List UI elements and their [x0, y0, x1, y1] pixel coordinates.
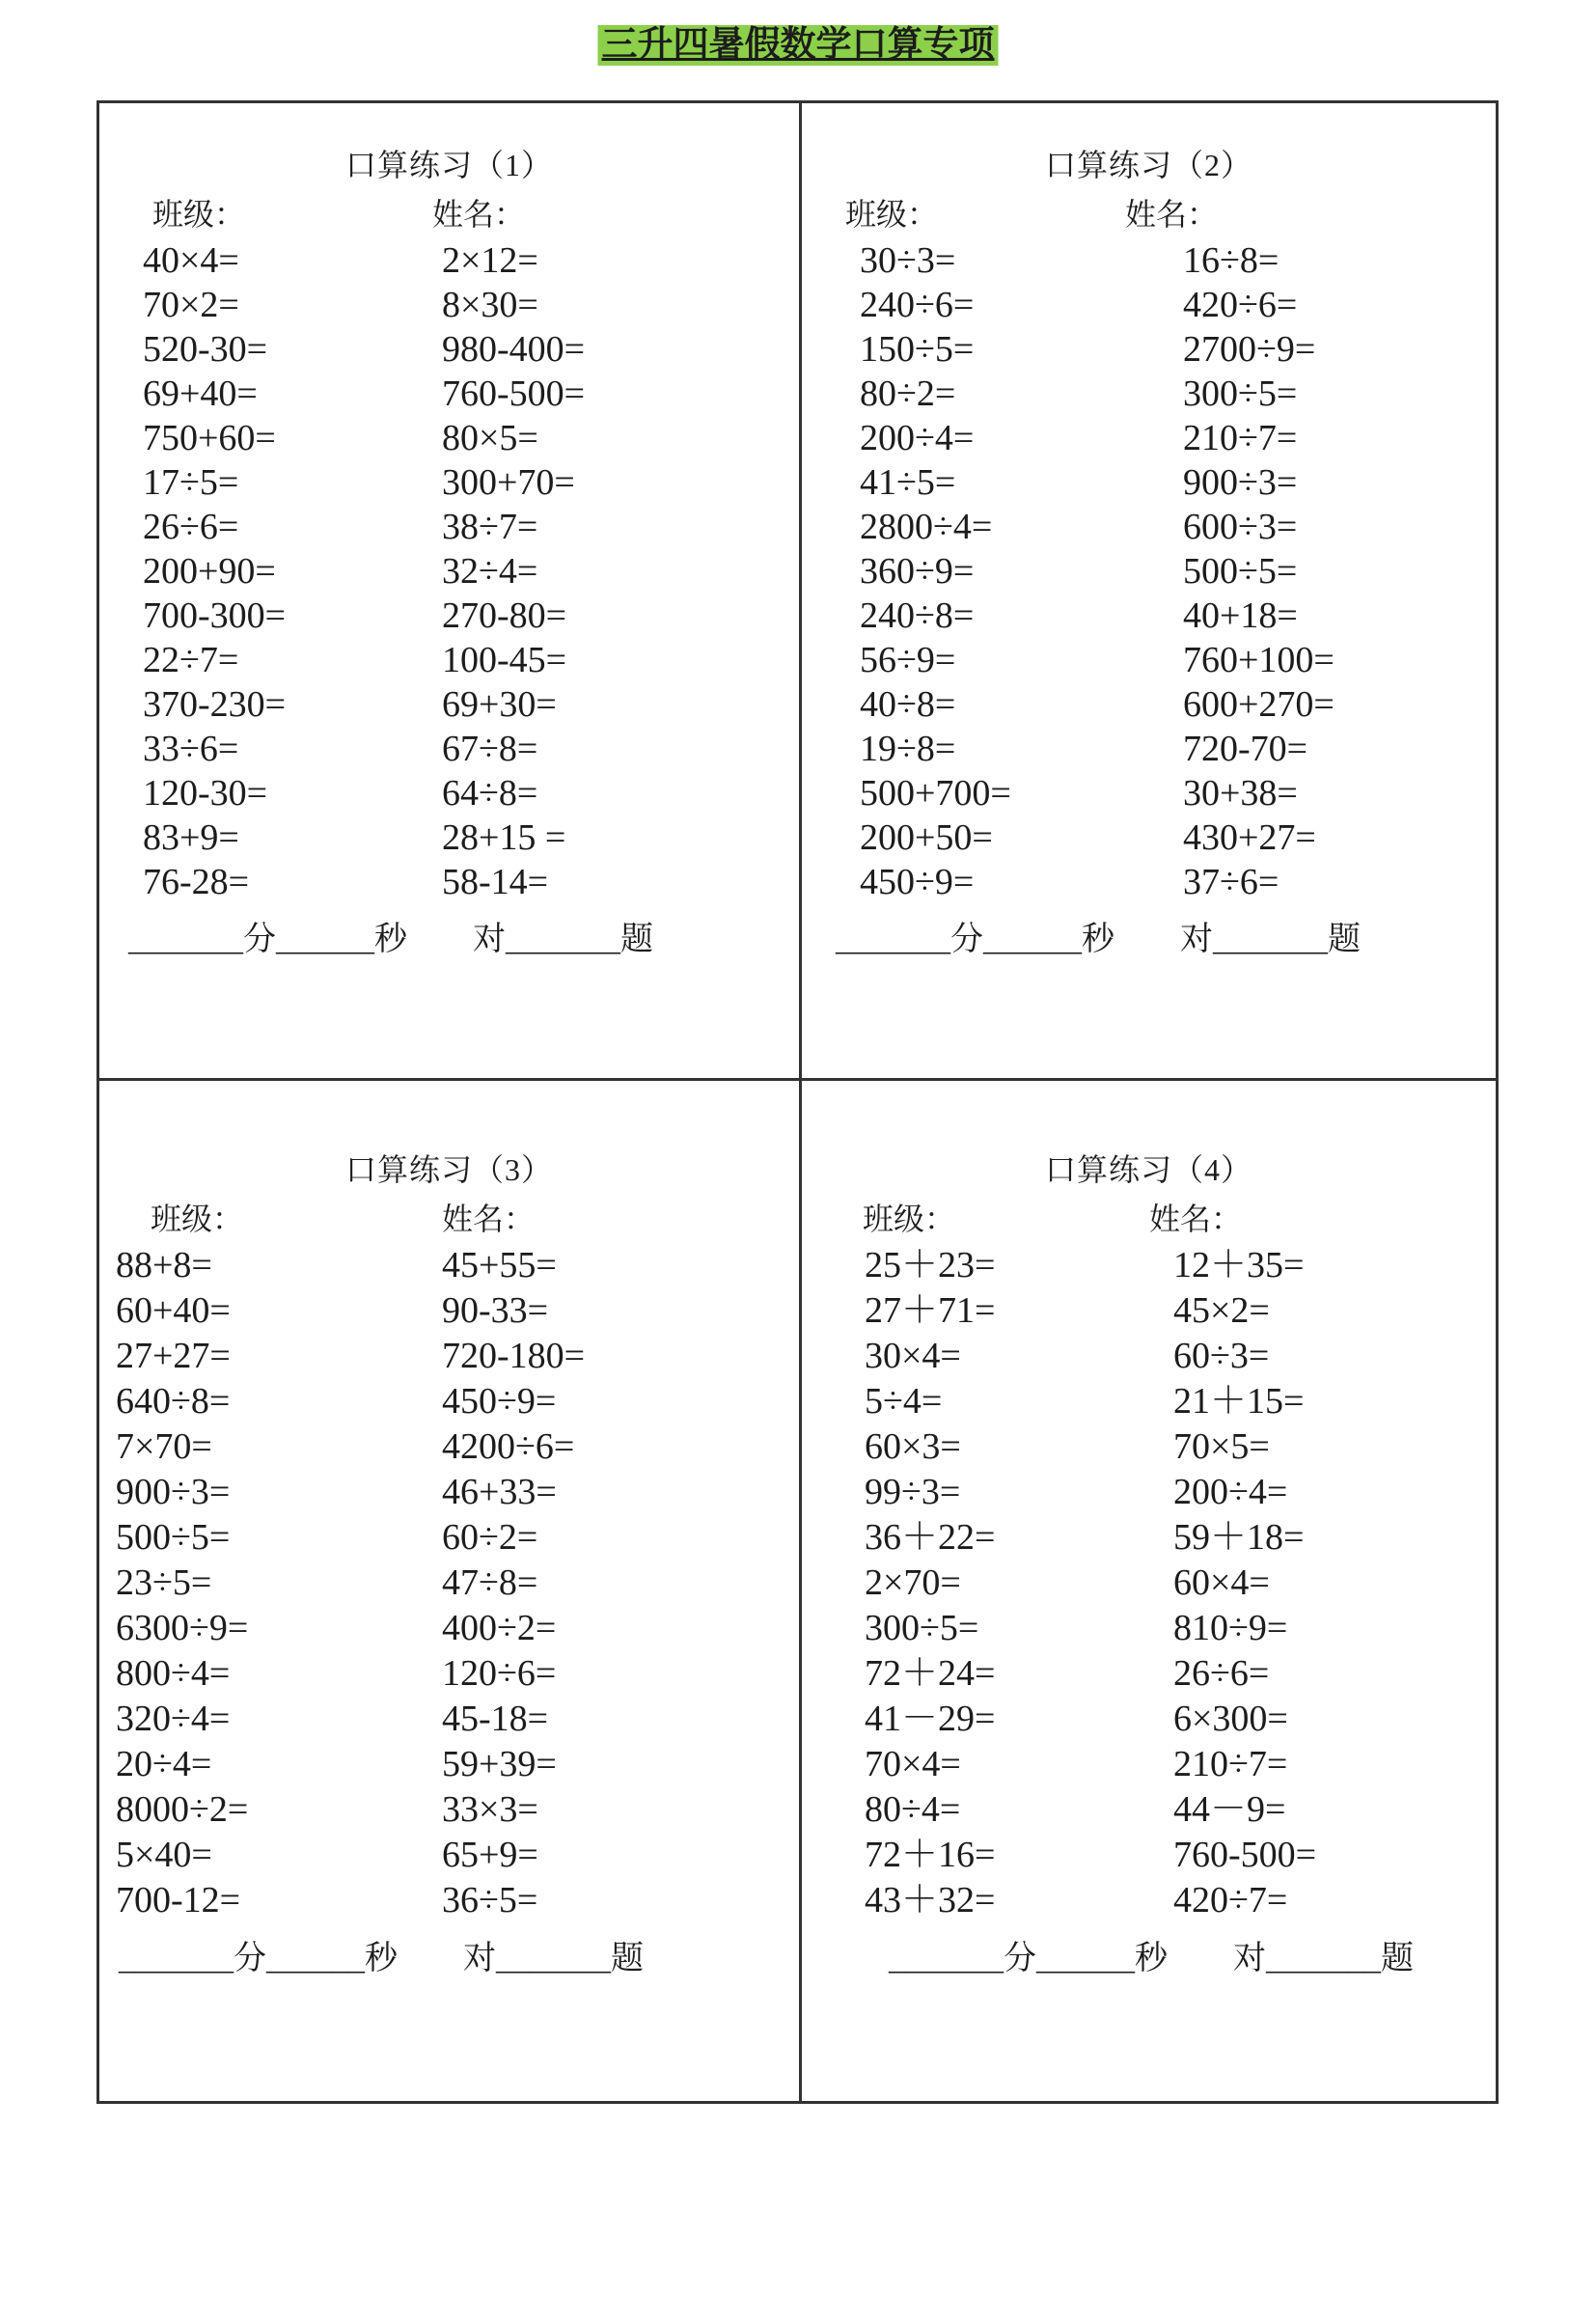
problem-row [802, 638, 1496, 682]
problem: 2800÷4= [860, 507, 993, 547]
name-label: 姓名： [442, 1202, 536, 1236]
problem-row [802, 1243, 1496, 1288]
problem: 500÷5= [1183, 551, 1298, 592]
problem-row [802, 1424, 1496, 1470]
sheet-title: 口算练习（3） [344, 1152, 553, 1187]
problem: 300÷5= [1183, 373, 1298, 414]
problem: 20÷4= [116, 1744, 212, 1784]
problem: 17÷5= [143, 462, 239, 503]
problem: 150÷5= [860, 329, 975, 370]
problem-row [802, 682, 1496, 727]
problem: 64÷8= [442, 773, 538, 814]
problem-row [802, 771, 1496, 815]
problem-row [99, 1515, 799, 1561]
problem: 30+38= [1183, 773, 1298, 814]
sheet-2 [802, 103, 1496, 1081]
problem: 47÷8= [442, 1562, 538, 1603]
problem: 25＋23= [865, 1245, 996, 1285]
problem-row [99, 1787, 799, 1833]
class-label: 班级： [152, 197, 246, 232]
problem: 45×2= [1173, 1290, 1270, 1331]
problem: 210÷7= [1183, 418, 1298, 458]
problem: 600÷3= [1183, 507, 1298, 547]
sheet-meta [802, 1197, 1496, 1241]
problem: 810÷9= [1173, 1608, 1288, 1648]
problem: 120÷6= [442, 1653, 557, 1694]
problem-rows [99, 1243, 799, 1923]
sheet-4 [802, 1081, 1496, 2101]
sheet-meta [99, 192, 799, 236]
class-label: 班级： [845, 197, 939, 232]
problem: 99÷3= [865, 1472, 961, 1512]
problem: 420÷6= [1183, 285, 1298, 325]
problem: 2×70= [865, 1562, 961, 1603]
problem-row [99, 771, 799, 815]
problem: 60×4= [1173, 1562, 1270, 1603]
problem-row [99, 1561, 799, 1606]
problem: 210÷7= [1173, 1744, 1288, 1784]
problem: 59＋18= [1173, 1517, 1305, 1558]
problem: 100-45= [442, 640, 567, 680]
problem-row [99, 460, 799, 505]
problem-row [802, 1697, 1496, 1742]
problem-row [99, 1606, 799, 1651]
problem-rows [802, 1243, 1496, 1923]
problem-row [99, 549, 799, 594]
problem: 5×40= [116, 1835, 212, 1875]
problem-row [99, 238, 799, 283]
name-label: 姓名： [1149, 1202, 1243, 1236]
problem-row [802, 1651, 1496, 1697]
problem-row [802, 549, 1496, 594]
problem-rows [802, 238, 1496, 904]
problem-row [802, 283, 1496, 327]
problem: 520-30= [143, 329, 268, 370]
problem: 70×4= [865, 1744, 961, 1784]
problem: 67÷8= [442, 729, 538, 769]
problem: 200÷4= [860, 418, 975, 458]
problem: 60+40= [116, 1290, 231, 1331]
problem: 200+90= [143, 551, 276, 592]
sheet-1 [99, 103, 802, 1081]
problem-row [99, 1833, 799, 1878]
problem-row [802, 727, 1496, 771]
problem: 2×12= [442, 240, 538, 281]
sheet-footer: _______分______秒 对_______题 [128, 922, 653, 957]
problem-row [802, 1379, 1496, 1424]
problem-row [802, 1334, 1496, 1379]
problem: 23÷5= [116, 1562, 212, 1603]
problem-row [99, 594, 799, 638]
problem-row [99, 1697, 799, 1742]
problem: 8000÷2= [116, 1789, 249, 1830]
problem: 90-33= [442, 1290, 549, 1331]
problem-row [802, 594, 1496, 638]
problem-row [99, 372, 799, 416]
problem: 69+30= [442, 684, 557, 725]
class-label: 班级： [151, 1202, 244, 1236]
problem: 200÷4= [1173, 1472, 1288, 1512]
problem-row [99, 283, 799, 327]
problem-row [99, 1379, 799, 1424]
problem-row [802, 1606, 1496, 1651]
problem: 60÷3= [1173, 1336, 1270, 1376]
problem: 500÷5= [116, 1517, 231, 1558]
problem: 45+55= [442, 1245, 557, 1285]
problem-row [99, 682, 799, 727]
sheet-meta [99, 1197, 799, 1241]
problem: 120-30= [143, 773, 268, 814]
problem: 240÷6= [860, 285, 975, 325]
problem: 640÷8= [116, 1381, 231, 1422]
problem: 22÷7= [143, 640, 239, 680]
problem: 900÷3= [1183, 462, 1298, 503]
problem: 70×5= [1173, 1426, 1270, 1467]
problem: 26÷6= [1173, 1653, 1270, 1694]
problem: 450÷9= [442, 1381, 557, 1422]
problem-row [802, 1515, 1496, 1561]
problem-row [99, 727, 799, 771]
problem-row [99, 1334, 799, 1379]
problem: 59+39= [442, 1744, 557, 1784]
name-label: 姓名： [1125, 197, 1219, 232]
problem: 760-500= [1173, 1835, 1317, 1875]
problem-row [99, 1288, 799, 1334]
problem: 30×4= [865, 1336, 961, 1376]
problem: 41÷5= [860, 462, 956, 503]
problem: 300+70= [442, 462, 575, 503]
problem: 6×300= [1173, 1699, 1288, 1739]
problem: 320÷4= [116, 1699, 231, 1739]
problem: 60÷2= [442, 1517, 538, 1558]
problem: 30÷3= [860, 240, 956, 281]
problem-row [99, 1470, 799, 1515]
problem: 12＋35= [1173, 1245, 1305, 1285]
problem: 900÷3= [116, 1472, 231, 1512]
problem: 800÷4= [116, 1653, 231, 1694]
problem: 5÷4= [865, 1381, 943, 1422]
problem: 46+33= [442, 1472, 557, 1512]
problem-rows [99, 238, 799, 904]
problem: 720-70= [1183, 729, 1308, 769]
problem: 88+8= [116, 1245, 212, 1285]
problem: 41－29= [865, 1699, 996, 1739]
problem-row [802, 1787, 1496, 1833]
problem: 420÷7= [1173, 1880, 1288, 1920]
class-label: 班级： [863, 1202, 956, 1236]
problem: 6300÷9= [116, 1608, 249, 1648]
problem-row [99, 815, 799, 860]
problem: 2700÷9= [1183, 329, 1316, 370]
problem: 38÷7= [442, 507, 538, 547]
problem-row [802, 860, 1496, 904]
problem: 760+100= [1183, 640, 1335, 680]
problem-row [802, 460, 1496, 505]
problem: 400÷2= [442, 1608, 557, 1648]
problem: 19÷8= [860, 729, 956, 769]
problem-row [802, 815, 1496, 860]
problem: 40+18= [1183, 595, 1298, 636]
problem: 36＋22= [865, 1517, 996, 1558]
problem: 370-230= [143, 684, 287, 725]
problem-row [802, 505, 1496, 549]
problem: 720-180= [442, 1336, 586, 1376]
problem: 500+700= [860, 773, 1011, 814]
problem-row [99, 1243, 799, 1288]
sheet-title: 口算练习（2） [1044, 148, 1252, 182]
problem: 56÷9= [860, 640, 956, 680]
problem: 80÷4= [865, 1789, 961, 1830]
problem: 760-500= [442, 373, 586, 414]
problem: 360÷9= [860, 551, 975, 592]
problem-row [99, 1424, 799, 1470]
problem-row [99, 1742, 799, 1787]
problem: 980-400= [442, 329, 586, 370]
sheet-meta [802, 192, 1496, 236]
problem: 69+40= [143, 373, 258, 414]
problem: 72＋24= [865, 1653, 996, 1694]
problem: 200+50= [860, 817, 993, 858]
problem-row [802, 1561, 1496, 1606]
problem: 300÷5= [865, 1608, 979, 1648]
problem: 700-300= [143, 595, 287, 636]
sheet-footer: _______分______秒 对_______题 [119, 1941, 644, 1976]
problem-row [802, 1288, 1496, 1334]
problem: 28+15 = [442, 817, 566, 858]
problem: 60×3= [865, 1426, 961, 1467]
problem: 80×5= [442, 418, 538, 458]
problem: 32÷4= [442, 551, 538, 592]
problem: 76-28= [143, 862, 250, 902]
problem: 40×4= [143, 240, 239, 281]
name-label: 姓名： [432, 197, 526, 232]
sheet-3 [99, 1081, 802, 2101]
problem-row [802, 1470, 1496, 1515]
problem: 58-14= [442, 862, 549, 902]
problem: 750+60= [143, 418, 276, 458]
problem: 40÷8= [860, 684, 956, 725]
problem-row [802, 238, 1496, 283]
problem: 270-80= [442, 595, 567, 636]
problem: 27＋71= [865, 1290, 996, 1331]
problem-row [802, 372, 1496, 416]
problem: 80÷2= [860, 373, 956, 414]
problem: 4200÷6= [442, 1426, 575, 1467]
problem: 600+270= [1183, 684, 1335, 725]
problem-row [802, 1878, 1496, 1923]
problem: 44－9= [1173, 1789, 1286, 1830]
problem: 72＋16= [865, 1835, 996, 1875]
problem: 27+27= [116, 1336, 231, 1376]
problem: 83+9= [143, 817, 239, 858]
problem: 65+9= [442, 1835, 538, 1875]
problem-row [802, 1833, 1496, 1878]
problem: 430+27= [1183, 817, 1316, 858]
page-title: 三升四暑假数学口算专项 [598, 25, 999, 66]
problem: 16÷8= [1183, 240, 1280, 281]
problem: 240÷8= [860, 595, 975, 636]
problem: 70×2= [143, 285, 239, 325]
problem-row [99, 1651, 799, 1697]
problem: 37÷6= [1183, 862, 1280, 902]
problem: 43＋32= [865, 1880, 996, 1920]
problem-row [99, 416, 799, 460]
problem-row [99, 638, 799, 682]
sheet-footer: _______分______秒 对_______题 [836, 922, 1361, 957]
problem: 450÷9= [860, 862, 975, 902]
problem-row [99, 1878, 799, 1923]
sheet-title: 口算练习（4） [1044, 1152, 1252, 1187]
problem-row [802, 327, 1496, 372]
problem: 8×30= [442, 285, 538, 325]
problem: 26÷6= [143, 507, 239, 547]
problem: 33×3= [442, 1789, 538, 1830]
problem: 700-12= [116, 1880, 241, 1920]
problem: 33÷6= [143, 729, 239, 769]
problem: 21＋15= [1173, 1381, 1305, 1422]
sheet-footer: _______分______秒 对_______题 [889, 1941, 1414, 1976]
worksheet-grid [96, 100, 1499, 2104]
problem-row [99, 505, 799, 549]
problem: 45-18= [442, 1699, 549, 1739]
problem-row [802, 1742, 1496, 1787]
problem: 36÷5= [442, 1880, 538, 1920]
problem-row [99, 327, 799, 372]
problem: 7×70= [116, 1426, 212, 1467]
problem-row [802, 416, 1496, 460]
problem-row [99, 860, 799, 904]
sheet-title: 口算练习（1） [344, 148, 553, 182]
